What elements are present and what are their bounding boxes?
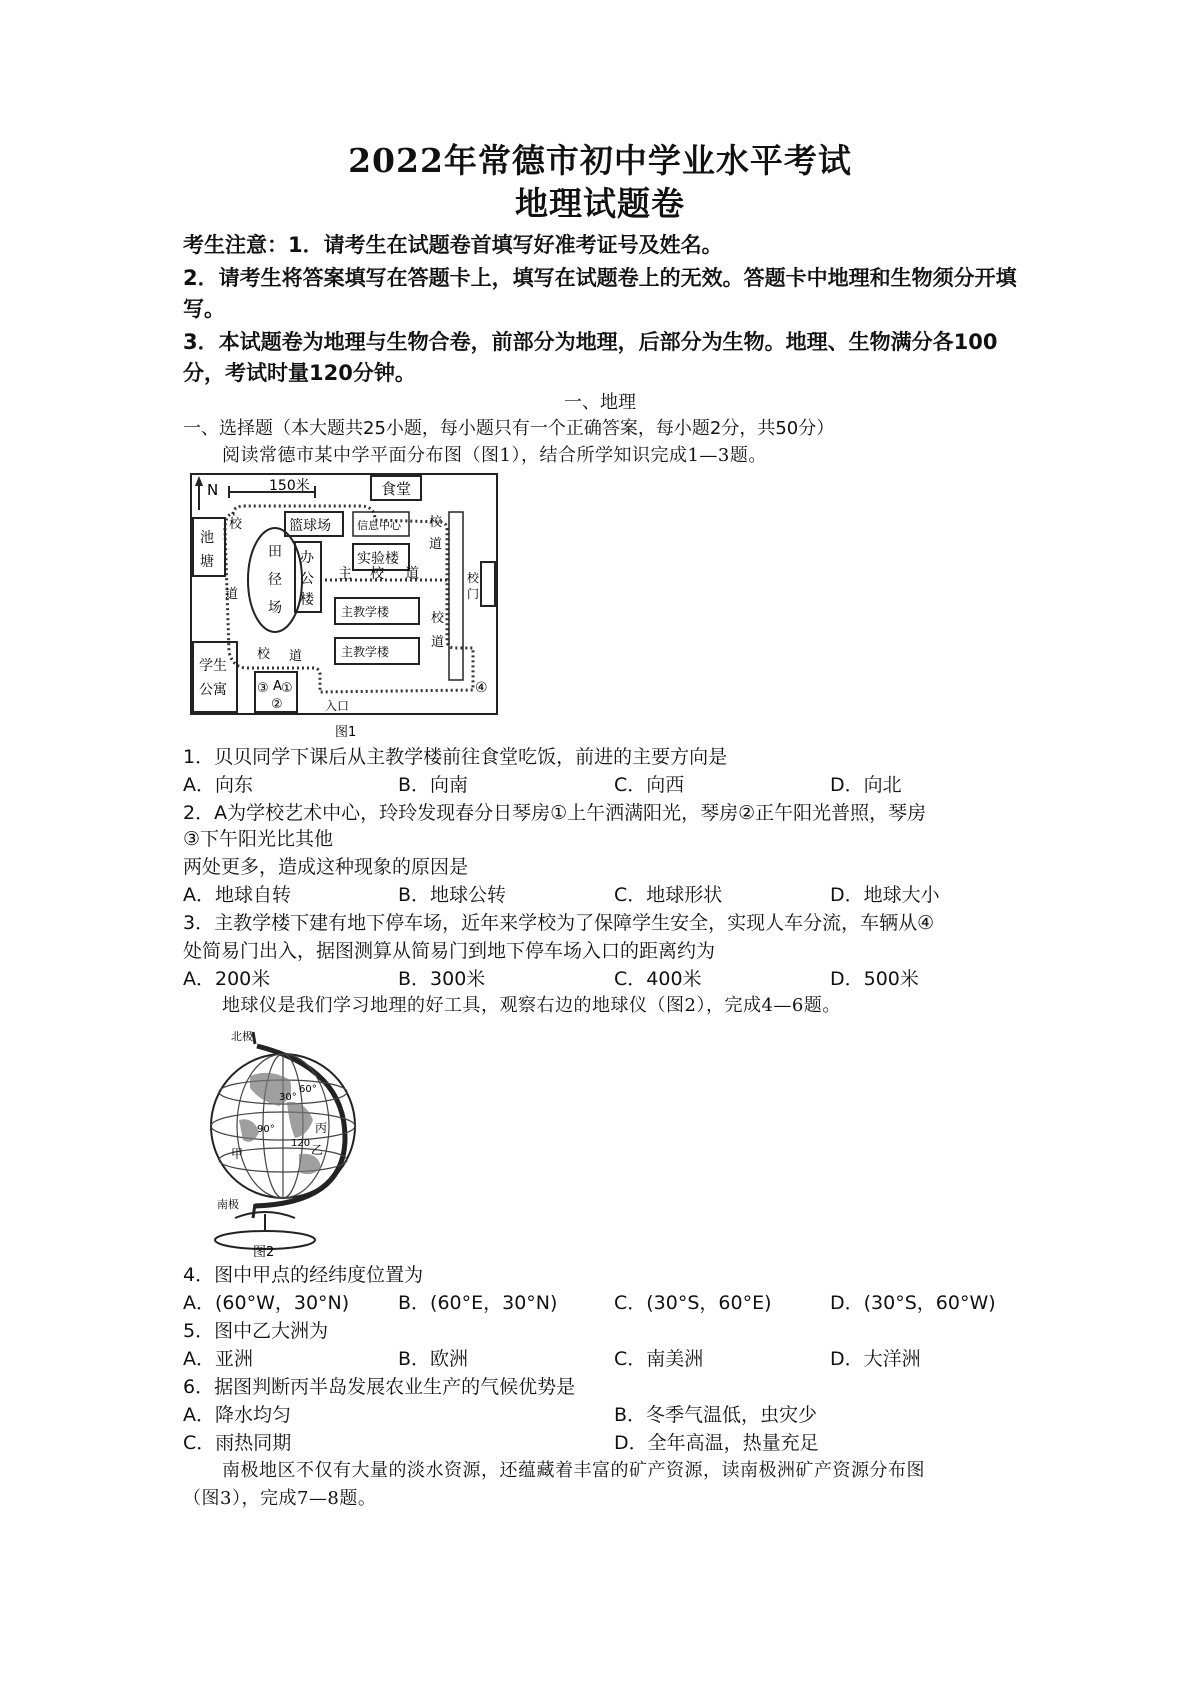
notice-2: 2．请考生将答案填写在答题卡上，填写在试题卷上的无效。答题卡中地理和生物须分开填写。 [183,266,1017,321]
pond-char-2: 塘 [200,554,214,570]
q5-option-a: A．亚洲 [183,1348,253,1370]
notice-3: 3．本试题卷为地理与生物合卷，前部分为地理，后部分为生物。地理、生物满分各100分，考试时量120分钟。 [183,330,998,385]
lab-label: 实验楼 [357,551,399,567]
q2-option-b: B．地球公转 [398,884,507,906]
q1-option-b: B．向南 [398,774,469,796]
north-label: N [207,481,219,499]
gate-char-1: 校 [467,571,480,585]
q3-option-b: B．300米 [398,968,486,990]
figure-1-school-map [185,470,525,738]
q2-stem-3: 两处更多，造成这种现象的原因是 [183,856,469,878]
dorm-line-2: 公寓 [199,682,227,698]
q1-option-d: D．向北 [830,774,902,796]
globe-label-jia: 甲 [231,1147,244,1161]
east-wall [449,512,463,680]
basketball-label: 篮球场 [289,518,331,534]
figure-1-caption: 图1 [335,725,357,738]
globe-label-bing: 丙 [315,1121,328,1135]
dorm-line-1: 学生 [199,658,227,674]
q6-option-b: B．冬季气温低，虫灾少 [614,1404,818,1426]
entrance-label: 入口 [325,699,350,713]
globe-label-30: 30° [279,1092,297,1103]
q1-option-a: A．向东 [183,774,253,796]
north-arrow-icon [195,476,203,510]
q6-stem: 6．据图判断丙半岛发展农业生产的气候优势是 [183,1376,576,1398]
globe-label-120: 120 [291,1138,311,1149]
q4-option-c: C．(30°S，60°E) [614,1292,772,1314]
exam-title: 2022年常德市初中学业水平考试 [348,141,852,180]
q6-option-c: C．雨热同期 [183,1432,292,1454]
q6-option-d: D．全年高温，热量充足 [614,1432,819,1454]
road-char-6: 道 [429,537,443,552]
q2-stem-2: ③下午阳光比其他 [183,828,334,850]
section-title: 一、地理 [564,392,636,413]
office-char-3: 楼 [300,592,314,608]
north-pole-label: 北极 [231,1030,253,1043]
track-char-1: 田 [268,544,282,560]
intro-fig3: 南极地区不仅有大量的淡水资源，还蕴藏着丰富的矿产资源，读南极洲矿产资源分布图 [222,1460,925,1481]
intro-fig3-line2: （图3），完成7—8题。 [183,1488,377,1509]
main-road-char-1: 主 [338,566,352,582]
south-pole-label: 南极 [217,1198,239,1211]
scale-label: 150米 [269,478,310,494]
globe-label-60: 60° [299,1084,317,1095]
part-title: 一、选择题（本大题共25小题，每小题只有一个正确答案，每小题2分，共50分） [183,418,835,439]
q4-option-b: B．(60°E，30°N) [398,1292,558,1314]
q1-option-c: C．向西 [614,774,685,796]
road-char-2: 道 [225,587,239,602]
road-char-3: 校 [257,647,271,662]
figure-2-globe [195,1028,370,1258]
q3-option-a: A．200米 [183,968,271,990]
gate-char-2: 门 [467,587,480,601]
q3-option-d: D．500米 [830,968,919,990]
info-center-label: 信息中心 [357,519,401,532]
q5-option-d: D．大洋洲 [830,1348,921,1370]
q4-stem: 4．图中甲点的经纬度位置为 [183,1264,424,1286]
main-road-char-2: 校 [370,566,384,582]
notice-1: 考生注意：1．请考生在试题卷首填写好准考证号及姓名。 [183,233,723,257]
main-road-char-3: 道 [405,566,419,582]
q3-stem: 3．主教学楼下建有地下停车场，近年来学校为了保障学生安全，实现人车分流，车辆从④ [183,912,935,934]
office-char-1: 办 [300,550,314,566]
mark-4: ④ [475,680,488,696]
mark-2: ② [271,697,283,712]
globe-label-yi: 乙 [311,1143,324,1157]
teaching-2-label: 主教学楼 [341,645,390,659]
intro-fig2: 地球仪是我们学习地理的好工具，观察右边的地球仪（图2），完成4—6题。 [222,995,841,1016]
road-char-8: 道 [431,635,445,650]
q6-option-a: A．降水均匀 [183,1404,291,1426]
road-char-1: 校 [229,517,243,532]
road-char-5: 校 [429,515,443,530]
canteen-label: 食堂 [381,480,412,498]
q2-option-a: A．地球自转 [183,884,291,906]
q2-stem: 2．A为学校艺术中心，玲玲发现春分日琴房①上午洒满阳光，琴房②正午阳光普照，琴房 [183,802,927,824]
office-char-2: 公 [300,571,314,587]
figure-2-caption: 图2 [253,1245,275,1258]
q3-stem-2: 处简易门出入，据图测算从简易门到地下停车场入口的距离约为 [183,940,716,962]
mark-1: ① [281,681,293,696]
q4-option-a: A．(60°W，30°N) [183,1292,350,1314]
intro-fig1: 阅读常德市某中学平面分布图（图1），结合所学知识完成1—3题。 [222,445,767,466]
globe-stand [215,1212,315,1249]
q2-option-d: D．地球大小 [830,884,940,906]
q2-option-c: C．地球形状 [614,884,723,906]
school-gate [481,562,495,606]
road-char-7: 校 [431,611,445,626]
road-char-4: 道 [289,649,303,664]
q3-option-c: C．400米 [614,968,702,990]
track-char-3: 场 [268,600,282,616]
teaching-1-label: 主教学楼 [341,605,390,619]
q5-option-c: C．南美洲 [614,1348,704,1370]
q4-option-d: D．(30°S，60°W) [830,1292,996,1314]
q5-stem: 5．图中乙大洲为 [183,1320,329,1342]
q1-stem: 1．贝贝同学下课后从主教学楼前往食堂吃饭，前进的主要方向是 [183,746,728,768]
track-char-2: 径 [268,572,282,588]
art-center-label: A [273,679,282,694]
mark-3: ③ [257,681,269,696]
exam-subtitle: 地理试题卷 [515,184,685,223]
q5-option-b: B．欧洲 [398,1348,469,1370]
globe-label-90: 90° [257,1124,275,1135]
pond-char-1: 池 [200,530,214,546]
